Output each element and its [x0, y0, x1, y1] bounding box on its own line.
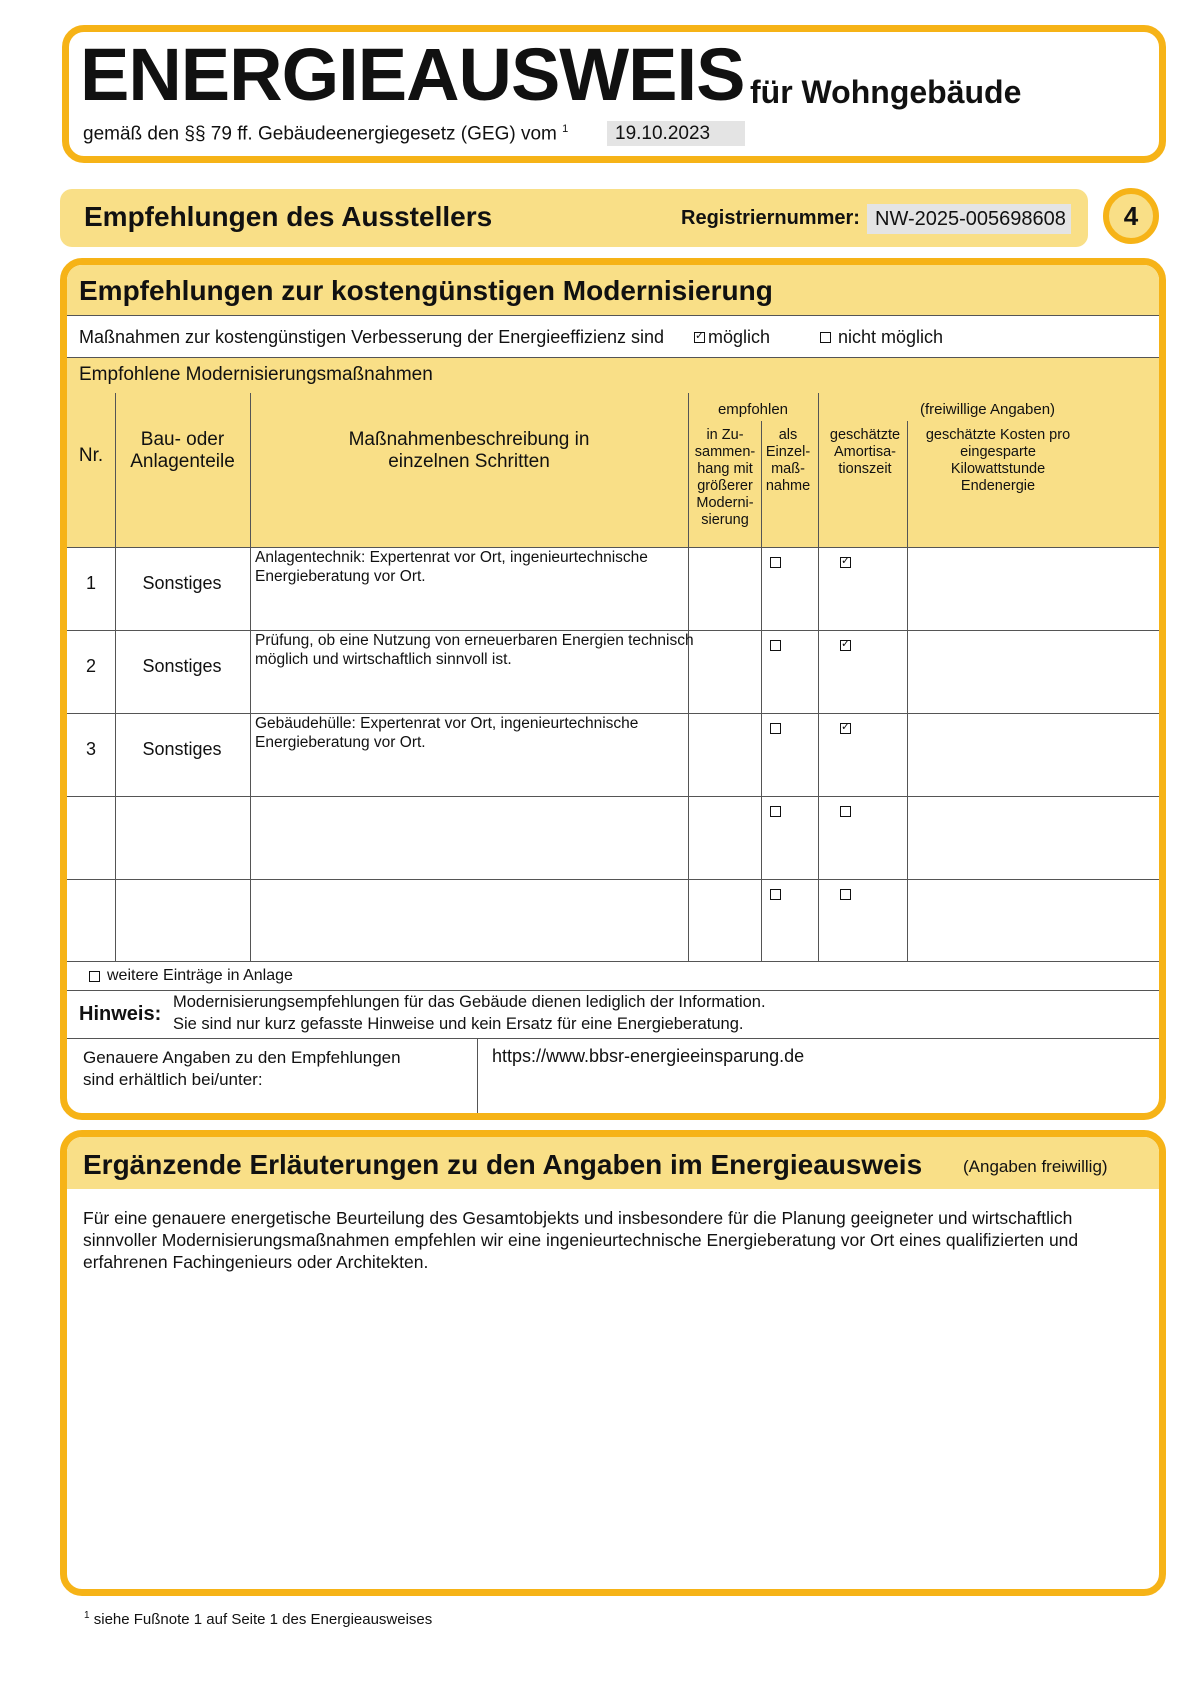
- row-nr: 1: [85, 573, 96, 593]
- row-part: Sonstiges: [142, 656, 222, 676]
- divider: [67, 315, 1159, 316]
- divider: [67, 1038, 1159, 1039]
- col-header-in-context: in Zu-sammen-hang mit größerer Moderni-sierung: [694, 427, 756, 528]
- registration-number-field: NW-2025-005698608: [867, 204, 1071, 234]
- in-context-checkbox[interactable]: [770, 723, 781, 734]
- explanations-optional-note: (Angaben freiwillig): [963, 1157, 1108, 1176]
- row-part: Sonstiges: [142, 573, 222, 593]
- hint-line: Modernisierungsempfehlungen für das Gebäude dienen lediglich der Information.: [173, 993, 766, 1011]
- in-context-checkbox[interactable]: [770, 557, 781, 568]
- grid-line: [818, 393, 819, 961]
- footnote-marker: 1: [84, 1610, 90, 1621]
- grid-line: [761, 421, 762, 961]
- more-info-label: [83, 1047, 401, 1091]
- explanations-box: [60, 1130, 1166, 1596]
- further-entries-checkbox[interactable]: [89, 971, 100, 982]
- row-part: Sonstiges: [142, 739, 222, 759]
- footnote: [84, 1610, 432, 1628]
- hint-line: Sie sind nur kurz gefasste Hinweise und kein Ersatz für eine Energieberatung.: [173, 1015, 744, 1033]
- row-description: Anlagentechnik: Expertenrat vor Ort, ingenieurtechnische Energieberatung vor Ort.: [255, 549, 648, 585]
- row-nr: 2: [85, 656, 96, 676]
- recommendations-box: [60, 258, 1166, 1120]
- registration-label: Registriernummer:: [681, 207, 860, 229]
- more-info-line: sind erhältlich bei/unter:: [83, 1070, 263, 1089]
- col-header-description: Maßnahmenbeschreibung in einzelnen Schritten: [348, 429, 590, 472]
- col-group-recommended: empfohlen: [717, 401, 789, 418]
- explanations-text: Für eine genauere energetische Beurteilung des Gesamtobjekts und insbesondere für die Planung geeigneter und wirtschaftlich sinnvoller Modernisierungsmaßnahmen empfehlen wir eine ingenieurtechnische Energieberatung vor Ort eines qualifizierten und erfahrenen Fachingenieurs oder Architekten.: [83, 1208, 1079, 1272]
- single-measure-checkbox[interactable]: [840, 723, 851, 734]
- grid-line: [115, 393, 116, 961]
- single-measure-checkbox[interactable]: [840, 889, 851, 900]
- in-context-checkbox[interactable]: [770, 640, 781, 651]
- recommended-measures-label: Empfohlene Modernisierungsmaßnahmen: [79, 364, 433, 385]
- recommendations-title: Empfehlungen zur kostengünstigen Modernisierung: [79, 275, 773, 306]
- option-possible-label: möglich: [708, 327, 771, 347]
- in-context-checkbox[interactable]: [770, 889, 781, 900]
- row-description: Prüfung, ob eine Nutzung von erneuerbaren Energien technisch möglich und wirtschaftlich sinnvoll ist.: [255, 632, 694, 668]
- possible-checkbox[interactable]: [694, 332, 705, 343]
- option-not-possible-label: nicht möglich: [838, 327, 944, 347]
- footnote-text: siehe Fußnote 1 auf Seite 1 des Energieausweises: [93, 1611, 433, 1628]
- page-number-badge: 4: [1103, 188, 1159, 244]
- col-header-part: Bau- oder Anlagenteile: [130, 429, 235, 472]
- divider: [67, 357, 1159, 358]
- col-header-amortization: geschätzte Amortisa-tionszeit: [829, 427, 901, 477]
- section-title: Empfehlungen des Ausstellers: [84, 201, 493, 232]
- col-group-optional: (freiwillige Angaben): [919, 401, 1056, 418]
- single-measure-checkbox[interactable]: [840, 806, 851, 817]
- measures-question: Maßnahmen zur kostengünstigen Verbesserung der Energieeffizienz sind: [79, 327, 665, 347]
- in-context-checkbox[interactable]: [770, 806, 781, 817]
- grid-line: [250, 393, 251, 961]
- document-title: ENERGIEAUSWEIS: [80, 33, 745, 116]
- not-possible-checkbox[interactable]: [820, 332, 831, 343]
- col-header-single: als Einzel-maß-nahme: [765, 427, 811, 494]
- more-info-url[interactable]: https://www.bbsr-energieeinsparung.de: [492, 1046, 805, 1066]
- single-measure-checkbox[interactable]: [840, 557, 851, 568]
- grid-line: [688, 393, 689, 961]
- col-header-nr: Nr.: [78, 445, 104, 466]
- row-description: Gebäudehülle: Expertenrat vor Ort, ingenieurtechnische Energieberatung vor Ort.: [255, 715, 639, 751]
- document-subtitle: für Wohngebäude: [750, 74, 1022, 110]
- hint-text: [173, 991, 766, 1035]
- law-footnote-marker: 1: [562, 123, 569, 135]
- col-header-cost: geschätzte Kosten pro eingesparte Kilowattstunde Endenergie: [925, 427, 1071, 494]
- grid-line: [907, 421, 908, 961]
- law-text: gemäß den §§ 79 ff. Gebäudeenergiegesetz (GEG) vom: [83, 123, 557, 145]
- explanations-title: Ergänzende Erläuterungen zu den Angaben im Energieausweis: [83, 1149, 923, 1180]
- row-nr: 3: [85, 739, 96, 759]
- more-info-line: Genauere Angaben zu den Empfehlungen: [83, 1048, 401, 1067]
- divider: [67, 879, 1159, 880]
- grid-line: [477, 1038, 478, 1120]
- single-measure-checkbox[interactable]: [840, 640, 851, 651]
- law-reference: [83, 123, 568, 145]
- divider: [67, 796, 1159, 797]
- divider: [67, 961, 1159, 962]
- hint-label: Hinweis:: [79, 1003, 162, 1025]
- further-entries-label: weitere Einträge in Anlage: [107, 967, 293, 984]
- law-date-field: 19.10.2023: [607, 121, 745, 146]
